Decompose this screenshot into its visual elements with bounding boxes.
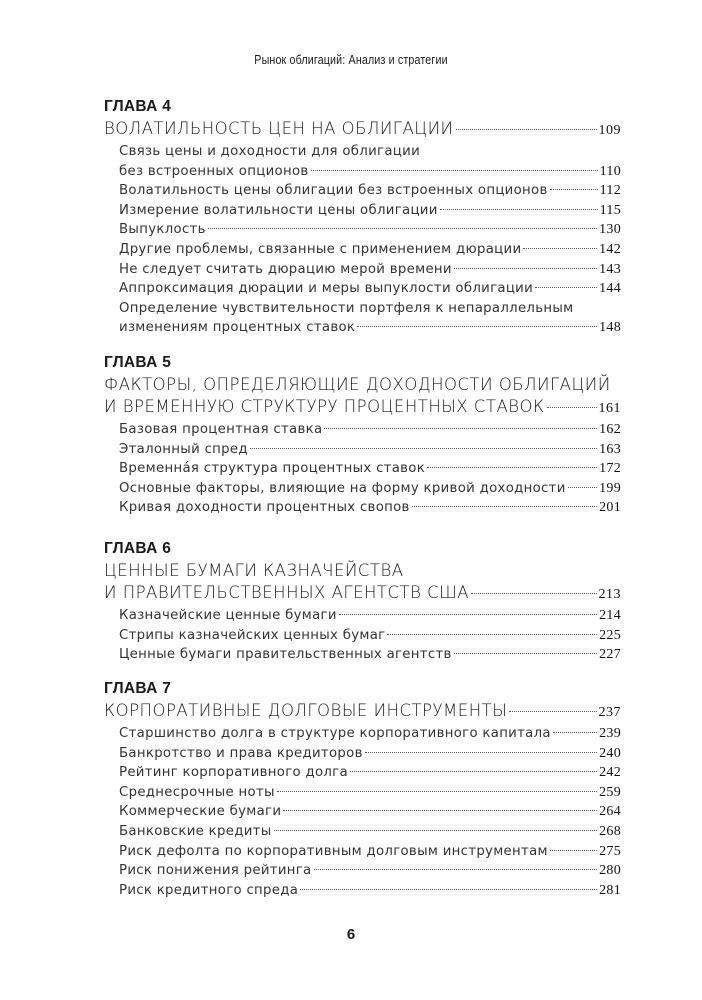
page-ref: 163 xyxy=(599,441,621,457)
toc-entry[interactable] xyxy=(104,201,621,221)
page-ref: 142 xyxy=(599,241,621,257)
page-ref: 242 xyxy=(599,765,621,781)
chapter-6 xyxy=(104,538,621,665)
dot-leader xyxy=(300,889,597,890)
toc-entry[interactable] xyxy=(104,299,621,319)
dot-leader xyxy=(274,830,598,831)
chapter-title[interactable] xyxy=(104,560,621,582)
chapter-4 xyxy=(104,96,621,338)
page-ref: 268 xyxy=(599,823,621,839)
chapter-title-text: КОРПОРАТИВНЫЕ ДОЛГОВЫЕ ИНСТРУМЕНТЫ xyxy=(104,701,508,720)
toc-entry-text: Волатильность цены облигации без встроенных опционов xyxy=(119,183,548,199)
dot-leader xyxy=(568,487,597,488)
chapter-title[interactable] xyxy=(104,118,621,142)
dot-leader xyxy=(523,248,597,249)
toc-entry[interactable] xyxy=(104,420,621,440)
page-ref: 281 xyxy=(599,882,621,898)
dot-leader xyxy=(357,326,597,327)
chapter-title-text: ВОЛАТИЛЬНОСТЬ ЦЕН НА ОБЛИГАЦИИ xyxy=(104,119,454,138)
toc-entry-text: Ценные бумаги правительственных агентств xyxy=(119,647,452,663)
chapter-label: ГЛАВА 7 xyxy=(104,680,172,697)
dot-leader xyxy=(324,428,597,429)
toc-entry[interactable] xyxy=(104,763,621,783)
dot-leader xyxy=(454,268,597,269)
dot-leader xyxy=(208,228,597,229)
toc-entry[interactable] xyxy=(104,822,621,842)
toc-entry[interactable] xyxy=(104,645,621,665)
dot-leader xyxy=(550,850,597,851)
toc-entry[interactable] xyxy=(104,162,621,182)
dot-leader xyxy=(553,732,597,733)
page-ref: 213 xyxy=(598,587,621,602)
toc-entry[interactable] xyxy=(104,744,621,764)
page-ref: 110 xyxy=(599,163,621,179)
toc-entry-text: Измерение волатильности цены облигации xyxy=(119,202,438,218)
chapter-title-text: И ПРАВИТЕЛЬСТВЕННЫХ АГЕНТСТВ США xyxy=(104,583,470,602)
toc-entry[interactable] xyxy=(104,318,621,338)
toc-entry-text: Коммерческие бумаги xyxy=(119,804,282,820)
toc-entry[interactable] xyxy=(104,498,621,518)
toc-entry[interactable] xyxy=(104,240,621,260)
chapter-title[interactable] xyxy=(104,374,621,396)
chapter-title[interactable] xyxy=(104,582,621,606)
dot-leader xyxy=(365,752,597,753)
toc-entry[interactable] xyxy=(104,279,621,299)
toc-entry-text: Банковские кредиты xyxy=(119,823,272,839)
toc-entry[interactable] xyxy=(104,181,621,201)
toc-entry-text: Банкротство и права кредиторов xyxy=(119,745,363,761)
toc-entry-text: Среднесрочные ноты xyxy=(119,784,275,800)
page-ref: 227 xyxy=(599,647,621,663)
toc-entry-text: Выпуклость xyxy=(119,222,206,238)
toc-entry-text: Старшинство долга в структуре корпоративного капитала xyxy=(119,726,551,741)
toc-entry-text: Базовая процентная ставка xyxy=(119,422,323,437)
page-ref: 148 xyxy=(599,320,621,336)
toc-entry-text: Стрипы казначейских ценных бумаг xyxy=(119,627,386,643)
page-ref: 143 xyxy=(599,261,621,277)
toc-entry[interactable] xyxy=(104,861,621,881)
dot-leader xyxy=(427,467,597,468)
toc-entry-text: Аппроксимация дюрации и меры выпуклости облигации xyxy=(119,281,534,297)
page-ref: 112 xyxy=(599,183,621,199)
chapter-title[interactable] xyxy=(104,396,621,420)
toc-entry[interactable] xyxy=(104,724,621,744)
page-ref: 172 xyxy=(599,461,621,477)
toc-entry-text: Эталонный спред xyxy=(119,441,248,457)
chapter-5 xyxy=(104,352,621,518)
chapter-label: ГЛАВА 4 xyxy=(104,98,172,115)
toc-entry[interactable] xyxy=(104,881,621,901)
dot-leader xyxy=(277,791,597,792)
toc-entry[interactable] xyxy=(104,802,621,822)
page-ref: 240 xyxy=(599,745,621,761)
toc-entry-text: Не следует считать дюрацию мерой времени xyxy=(119,261,452,277)
toc-entry[interactable] xyxy=(104,260,621,280)
running-head: Рынок облигаций: Анализ и стратегии xyxy=(254,52,448,67)
page-ref: 239 xyxy=(599,726,621,741)
page-ref: 130 xyxy=(599,222,621,238)
toc-entry-text: Основные факторы, влияющие на форму кривой доходности xyxy=(119,480,566,496)
toc-entry[interactable] xyxy=(104,220,621,240)
toc-entry-text: Риск понижения рейтинга xyxy=(119,863,312,879)
page-ref: 109 xyxy=(598,123,621,138)
toc-entry-text: Временна́я структура процентных ставок xyxy=(119,461,426,477)
toc-entry[interactable] xyxy=(104,842,621,862)
toc-entry-text: изменениям процентных ставок xyxy=(119,320,356,336)
dot-leader xyxy=(283,810,597,811)
toc-entry[interactable] xyxy=(104,606,621,626)
toc-entry[interactable] xyxy=(104,440,621,460)
dot-leader xyxy=(471,593,596,594)
dot-leader xyxy=(550,189,598,190)
toc-entry-text: Связь цены и доходности для облигации xyxy=(119,144,421,159)
page-ref: 264 xyxy=(599,804,621,820)
toc-entry-text: Риск дефолта по корпоративным долговым инструментам xyxy=(119,843,548,859)
chapter-title[interactable] xyxy=(104,700,621,724)
page-ref: 259 xyxy=(599,784,621,800)
page-ref: 162 xyxy=(599,422,621,437)
page-ref: 237 xyxy=(598,705,621,720)
dot-leader xyxy=(350,771,597,772)
dot-leader xyxy=(535,287,597,288)
toc-entry-text: Казначейские ценные бумаги xyxy=(119,608,337,623)
chapter-label: ГЛАВА 6 xyxy=(104,540,172,557)
dot-leader xyxy=(509,711,596,712)
toc-entry[interactable] xyxy=(104,142,621,162)
toc-entry-text: Определение чувствительности портфеля к непараллельным xyxy=(119,300,574,316)
page-ref: 201 xyxy=(599,500,621,516)
toc-entry[interactable] xyxy=(104,783,621,803)
toc-entry-text: Риск кредитного спреда xyxy=(119,882,299,898)
chapter-label: ГЛАВА 5 xyxy=(104,354,172,371)
page-ref: 214 xyxy=(599,608,621,623)
dot-leader xyxy=(412,506,597,507)
page-ref: 225 xyxy=(599,627,621,643)
page-ref: 199 xyxy=(599,480,621,496)
toc-entry[interactable] xyxy=(104,459,621,479)
dot-leader xyxy=(250,448,597,449)
page-number: 6 xyxy=(346,926,356,943)
dot-leader xyxy=(440,209,598,210)
toc-entry-text: Другие проблемы, связанные с применением дюрации xyxy=(119,241,522,257)
toc-entry-text: без встроенных опционов xyxy=(119,163,309,179)
dot-leader xyxy=(456,129,597,130)
page-ref: 161 xyxy=(598,401,621,416)
toc-entry[interactable] xyxy=(104,626,621,646)
dot-leader xyxy=(339,614,597,615)
dot-leader xyxy=(547,407,597,408)
chapter-7 xyxy=(104,678,621,900)
page-ref: 280 xyxy=(599,863,621,879)
page-ref: 275 xyxy=(599,843,621,859)
chapter-title-text: ФАКТОРЫ, ОПРЕДЕЛЯЮЩИЕ ДОХОДНОСТИ ОБЛИГАЦИЙ xyxy=(104,375,611,394)
dot-leader xyxy=(454,653,597,654)
page-ref: 115 xyxy=(599,202,621,218)
dot-leader xyxy=(311,170,598,171)
dot-leader xyxy=(387,634,597,635)
dot-leader xyxy=(314,869,598,870)
toc-entry-text: Кривая доходности процентных свопов xyxy=(119,500,410,516)
chapter-title-text: ЦЕННЫЕ БУМАГИ КАЗНАЧЕЙСТВА xyxy=(104,561,404,580)
chapter-title-text: И ВРЕМЕННУЮ СТРУКТУРУ ПРОЦЕНТНЫХ СТАВОК xyxy=(104,397,545,416)
toc-entry[interactable] xyxy=(104,479,621,499)
page-ref: 144 xyxy=(599,281,621,297)
toc-entry-text: Рейтинг корпоративного долга xyxy=(119,765,348,781)
